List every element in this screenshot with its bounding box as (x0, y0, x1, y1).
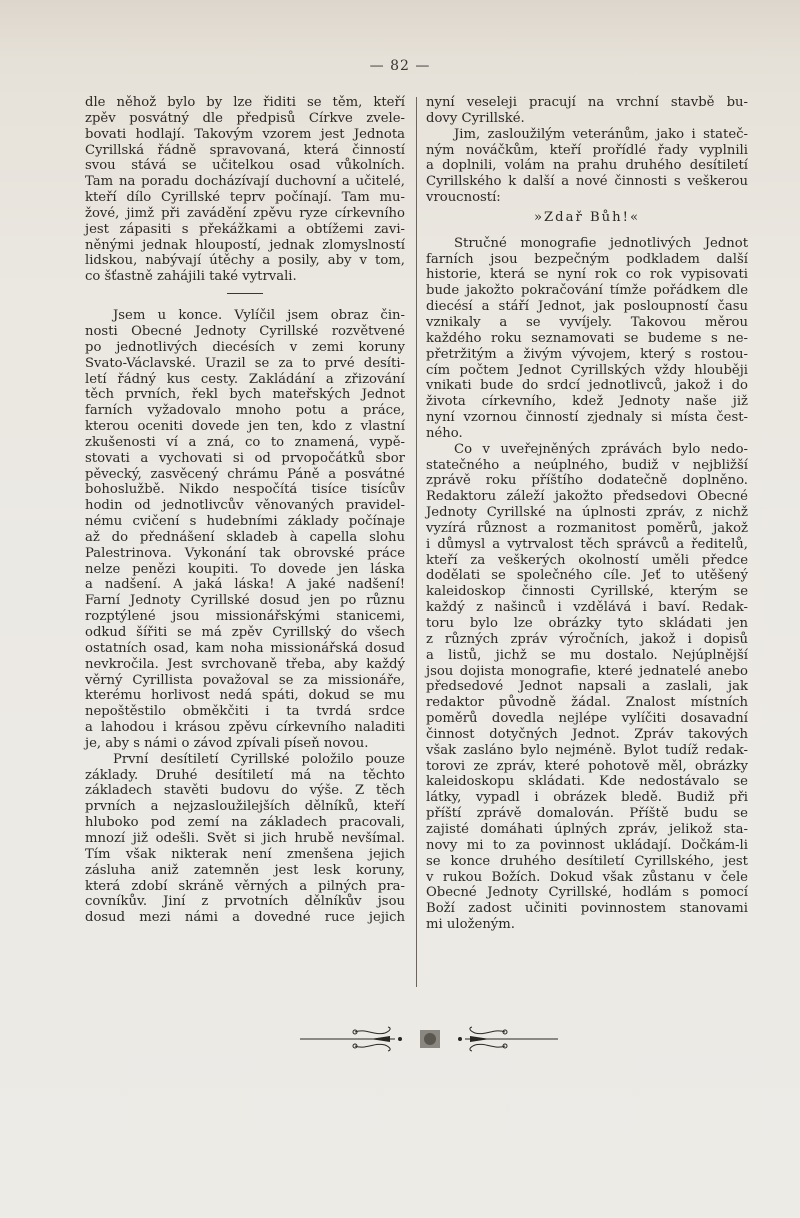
salutation: »Zdař Bůh!« (533, 209, 641, 225)
text-line: bude jakožto pokračování tímže pořádkem dle (426, 283, 748, 299)
text-line: bohoslužbě. Nikdo nespočítá tisíce tisícův (85, 482, 405, 498)
text-line: Cyrillského k další a nové činnosti s veškerou (426, 174, 748, 190)
right-column (426, 95, 748, 933)
left-paragraph-1 (85, 95, 405, 285)
text-line: ným nováčkům, kteří prořídlé řady vyplnili (426, 142, 748, 158)
text-line: dovy Cyrillské. (426, 110, 525, 126)
text-line: a listů, jichž se mu dostalo. Nejúplnější (426, 647, 748, 663)
text-line: až do přednášení skladeb à capella slohu (85, 529, 405, 545)
text-line: příští zprávě domalován. Příště budu se (426, 806, 748, 822)
text-line: vyzírá různost a rozmanitost poměrů, jakož (426, 520, 748, 536)
text-line: pěvecký, zasvěcený chrámu Páně a posvátné (85, 466, 405, 482)
text-line: která zdobí skráně věrných a pilných pra- (85, 878, 405, 894)
text-line: letí řádný kus cesty. Zakládání a zřizování (85, 371, 405, 387)
right-paragraph-4 (426, 442, 748, 933)
text-line: kteří dílo Cyrillské teprv počínají. Tam mu- (85, 190, 405, 206)
text-line: zprávě roku příštího dodatečně doplněno. (426, 473, 748, 489)
text-line: Palestrinova. Vykonání tak obrovské práce (85, 545, 405, 561)
text-line: i důmysl a vytrvalost těch správců a ředitelů, (426, 536, 748, 552)
text-line: předsedové Jednot napsali a zaslali, jak (426, 679, 748, 695)
text-line: kterému horlivost nedá spáti, dokud se mu (85, 688, 405, 704)
text-line: Farní Jednoty Cyrillské dosud jen po různu (85, 593, 405, 609)
left-paragraph-3 (85, 752, 405, 926)
text-line: dosud mezi námi a dovedné ruce jejich (85, 910, 405, 926)
text-line: prvních a nejzasloužilejších dělníků, kteří (85, 799, 405, 815)
text-line: Svato-Václavské. Urazil se za to prvé desíti- (85, 355, 405, 371)
text-line: mi uloženým. (426, 917, 515, 933)
text-line: cím počtem Jednot Cyrillských vždy hlouběji (426, 362, 748, 378)
text-line: z různých zpráv výročních, jakož i dopisů (426, 631, 748, 647)
text-line: bovati hodlají. Takovým vzorem jest Jednota (85, 126, 405, 142)
text-line: nosti Obecné Jednoty Cyrillské rozvětvené (85, 323, 405, 339)
text-line: dodělati se společného cíle. Jeť to utěšený (426, 568, 748, 584)
text-line: toru bylo lze obrázky tyto skládati jen (426, 616, 748, 631)
text-line: nelze penězi koupiti. To dovede jen láska (85, 561, 405, 577)
text-line: kteří za veškerých okolností uměli předce (426, 552, 748, 568)
text-line: mnozí již odešli. Svět si jich hrubě nevšímal. (85, 830, 405, 846)
text-line: Co v uveřejněných zprávách bylo nedo- (454, 441, 748, 457)
text-line: statečného a neúplného, budiž v nejbližší (426, 457, 748, 473)
text-line: hodin od jednotlivcův věnovaných pravidel- (85, 498, 405, 514)
text-line: věrný Cyrillista považoval se za missionáře, (85, 672, 405, 688)
text-line: rozptýlené jsou missionářskými stanicemi, (85, 609, 405, 625)
text-line: svou stává se učitelkou osad vůkolních. (85, 158, 405, 174)
text-line: a nadšení. A jaká láska! A jaké nadšení! (85, 577, 405, 593)
text-line: farních vyžadovalo mnoho potu a práce, (85, 403, 405, 419)
text-line: ostatních osad, kam noha missionářská dosud (85, 640, 405, 656)
text-line: vroucností: (426, 190, 501, 206)
text-line: farních jsou bezpečným podkladem další (426, 251, 748, 267)
fleuron-divider-icon (300, 1024, 560, 1054)
text-line: První desítiletí Cyrillské položilo pouze (113, 751, 405, 767)
text-line: se konce druhého desítiletí Cyrillského, jest (426, 853, 748, 869)
text-line: Jim, zasloužilým veteránům, jako i stateč- (454, 126, 748, 142)
text-line: Stručné monografie jednotlivých Jednot (454, 235, 748, 251)
right-paragraph-1 (426, 95, 748, 127)
text-line: kaleidoskopu skládati. Kde nedostávalo se (426, 774, 748, 790)
text-line: hluboko pod zemí na základech pracovali, (85, 815, 405, 831)
text-line: lidskou, nabývají útěchy a posily, aby v tom, (85, 253, 405, 269)
text-line: však zasláno bylo nejméně. Bylot tudíž redak- (426, 742, 748, 758)
text-line: v rukou Božích. Dokud však zůstanu v čele (426, 869, 748, 885)
text-line: odkud šířiti se má zpěv Cyrillský do všech (85, 625, 405, 640)
text-line: každého roku seznamovati se budeme s ne- (426, 330, 748, 346)
text-line: základech stavěti budovu do výše. Z těch (85, 783, 405, 799)
text-line: redaktor původně žádal. Znalost místních (426, 695, 748, 711)
text-line: kterou oceniti dovede jen ten, kdo z vlastní (85, 419, 405, 435)
text-line: stovati a vychovati si od prvopočátků sbor (85, 450, 405, 466)
text-line: jsou dojista monografie, které jednatelé anebo (426, 663, 748, 679)
text-line: co šťastně zahájili také vytrvali. (85, 269, 297, 285)
text-line: žové, jimž při zavádění zpěvu ryze církevního (85, 205, 405, 221)
text-line: zkušenosti ví a zná, co to znamená, vypě- (85, 434, 405, 450)
text-line: nyní vzornou činností zjednaly si místa čest- (426, 410, 748, 426)
text-line: po jednotlivých diecésích v zemi koruny (85, 339, 405, 355)
right-paragraph-2 (426, 127, 748, 206)
text-line: činnost dotyčných Jednot. Zpráv takových (426, 726, 748, 742)
page-number: — 82 — (369, 58, 431, 74)
text-line: zpěv posvátný dle předpisů Církve zvele- (85, 110, 405, 126)
text-line: Boží zadost učiniti povinnostem stanovami (426, 901, 748, 917)
text-line: nyní veseleji pracují na vrchní stavbě bu- (426, 95, 748, 110)
text-line: života církevního, kdež Jednoty naše již (426, 394, 748, 410)
text-line: nevkročila. Jest svrchovaně třeba, aby každý (85, 656, 405, 672)
text-line: dle něhož bylo by lze řiditi se těm, kteří (85, 95, 405, 110)
text-line: nému cvičení s hudebními základy počínaje (85, 514, 405, 530)
text-line: covníkův. Jiní z prvotních dělníkův jsou (85, 894, 405, 910)
text-line: a lahodou i krásou zpěvu církevního naladiti (85, 720, 405, 736)
text-line: torovi ze zpráv, které pohotově měl, obrázky (426, 758, 748, 774)
text-line: diecésí a stáří Jednot, jak posloupností času (426, 299, 748, 315)
text-line: Jsem u konce. Vylíčil jsem obraz čin- (113, 308, 405, 324)
text-line: zajisté domáhati úplných zpráv, jelikož sta- (426, 821, 748, 837)
column-rule (416, 97, 417, 987)
text-line: Redaktoru záleží jakožto předsedovi Obecné (426, 489, 748, 505)
text-line: látky, vypadl i obrázek bledě. Budiž při (426, 790, 748, 806)
left-paragraph-2 (85, 308, 405, 752)
text-line: ného. (426, 425, 463, 441)
text-line: Tam na poradu docházívají duchovní a učitelé, (85, 174, 405, 190)
text-line: nepoštěstilo obměkčiti i ta tvrdá srdce (85, 704, 405, 720)
text-line: něnými jednak hloupostí, jednak zlomyslností (85, 237, 405, 253)
section-divider (227, 293, 263, 294)
text-line: vnikati bude do srdcí jednotlivců, jakož i do (426, 378, 748, 394)
text-line: kaleidoskop činnosti Cyrillské, kterým se (426, 584, 748, 600)
text-line: Obecné Jednoty Cyrillské, hodlám s pomocí (426, 885, 748, 901)
text-line: historie, která se nyní rok co rok vypisovati (426, 267, 748, 283)
text-line: těch prvních, řekl bych mateřských Jednot (85, 387, 405, 403)
text-line: Cyrillská řádně spravovaná, která činností (85, 142, 405, 158)
text-line: jest zápasiti s překážkami a obtížemi zavi- (85, 221, 405, 237)
left-column (85, 95, 405, 926)
text-line: zásluha aniž zatemněn jest lesk koruny, (85, 862, 405, 878)
text-line: Jednoty Cyrillské na úplnosti zpráv, z nichž (426, 505, 748, 521)
text-line: je, aby s námi o závod zpívali píseň novou. (85, 735, 369, 751)
text-line: novy mi to za povinnost ukládají. Dočkám-li (426, 837, 748, 853)
text-line: a doplnili, volám na prahu druhého desítiletí (426, 158, 748, 174)
text-line: Tím však nikterak není zmenšena jejich (85, 846, 405, 862)
right-paragraph-3 (426, 236, 748, 442)
text-line: každý z našinců i vzdělává i baví. Redak- (426, 600, 748, 616)
text-line: vznikaly a se vyvíjely. Takovou měrou (426, 314, 748, 330)
text-line: základy. Druhé desítiletí má na těchto (85, 767, 405, 783)
text-line: přetržitým a živým vývojem, který s rostou- (426, 346, 748, 362)
text-line: poměrů dovedla nejlépe vylíčiti dosavadní (426, 711, 748, 727)
